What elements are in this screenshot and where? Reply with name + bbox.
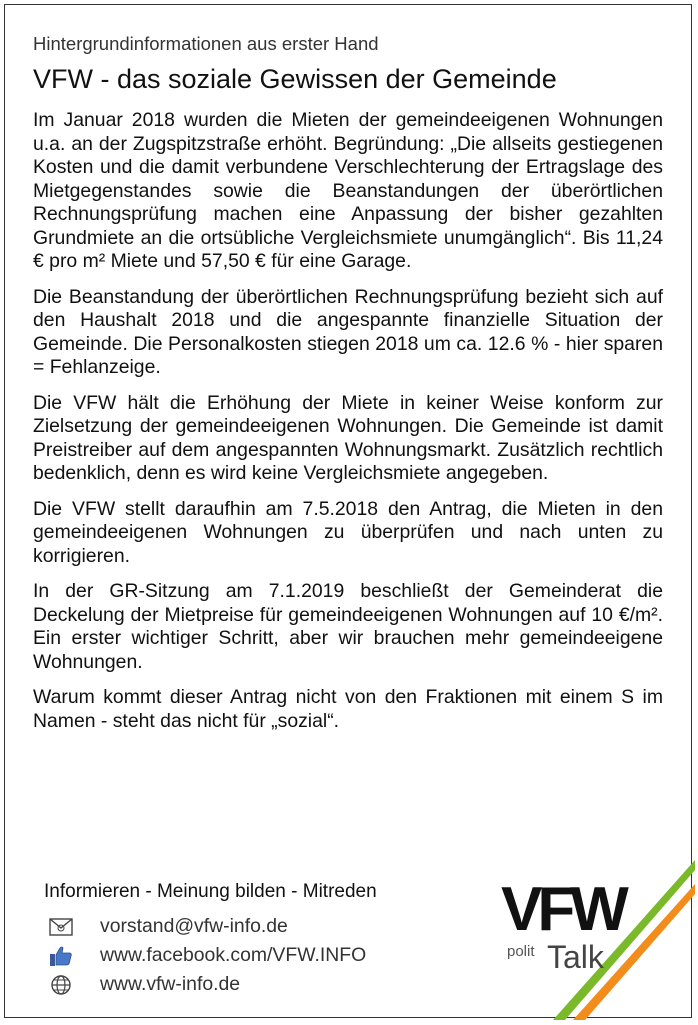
article-title: VFW - das soziale Gewissen der Gemeinde (33, 64, 557, 94)
paragraph-6: Warum kommt dieser Antrag nicht von den Fraktionen mit einem S im Namen - steht das nicht für „sozial“. (33, 686, 663, 732)
email-icon (48, 916, 74, 938)
contact-website[interactable] (44, 970, 474, 999)
footer-tagline: Informieren - Meinung bilden - Mitreden (44, 881, 377, 902)
paragraph-4: Die VFW stellt daraufhin am 7.5.2018 den Antrag, die Mieten in den gemeindeeigenen Wohnungen zu überprüfen und nach unten zu korrigieren. (33, 497, 663, 567)
paragraph-2: Die Beanstandung der überörtlichen Rechnungsprüfung bezieht sich auf den Haushalt 2018 und die angespannte finanzielle Situation der Gemeinde. Die Personalkosten stiegen 2018 um ca. 12.6 % - hier sparen = Fehlanzeige. (33, 285, 663, 378)
contact-email[interactable] (44, 912, 474, 941)
facebook-like-icon (48, 945, 74, 967)
logo-wordmark: VFW (501, 875, 624, 944)
facebook-link[interactable]: www.facebook.com/VFW.INFO (100, 944, 367, 966)
logo-sub-left: polit (507, 943, 535, 960)
website-link[interactable]: www.vfw-info.de (100, 973, 241, 995)
logo-sub-right: Talk (547, 939, 604, 975)
article (33, 33, 663, 745)
vfw-politalk-logo (495, 860, 695, 1020)
kicker: Hintergrundinformationen aus erster Hand (33, 33, 379, 54)
globe-icon (48, 974, 74, 996)
paragraph-5: In der GR-Sitzung am 7.1.2019 beschließt der Gemeinderat die Deckelung der Mietpreise für gemeindeeigenen Wohnungen auf 10 €/m². Ein erster wichtiger Schritt, aber wir brauchen mehr gemeindeeigene Wohnungen. (33, 580, 663, 673)
contact-facebook[interactable] (44, 941, 474, 970)
email-link[interactable]: vorstand@vfw-info.de (100, 915, 288, 937)
paragraph-3: Die VFW hält die Erhöhung der Miete in keiner Weise konform zur Zielsetzung der gemeindeeigenen Wohnungen. Die Gemeinde ist damit Preistreiber auf dem angespannten Wohnungsmarkt. Zusätzlich rechtlich bedenklich, denn es wird keine Vergleichsmiete angegeben. (33, 391, 663, 484)
footer (44, 880, 474, 999)
paragraph-1: Im Januar 2018 wurden die Mieten der gemeindeeigenen Wohnungen u.a. an der Zugspitzstraße erhöht. Begründung: „Die allseits gestiegenen Kosten und die damit verbundene Verschlechterung der Ertragslage des Mietgegenstandes sowie die Beanstandungen der überörtlichen Rechnungsprüfung machen eine Anpassung der bisher gezahlten Grundmiete an die ortsübliche Vergleichsmiete unumgänglich“. Bis 11,24 € pro m² Miete und 57,50 € für eine Garage. (33, 109, 663, 272)
